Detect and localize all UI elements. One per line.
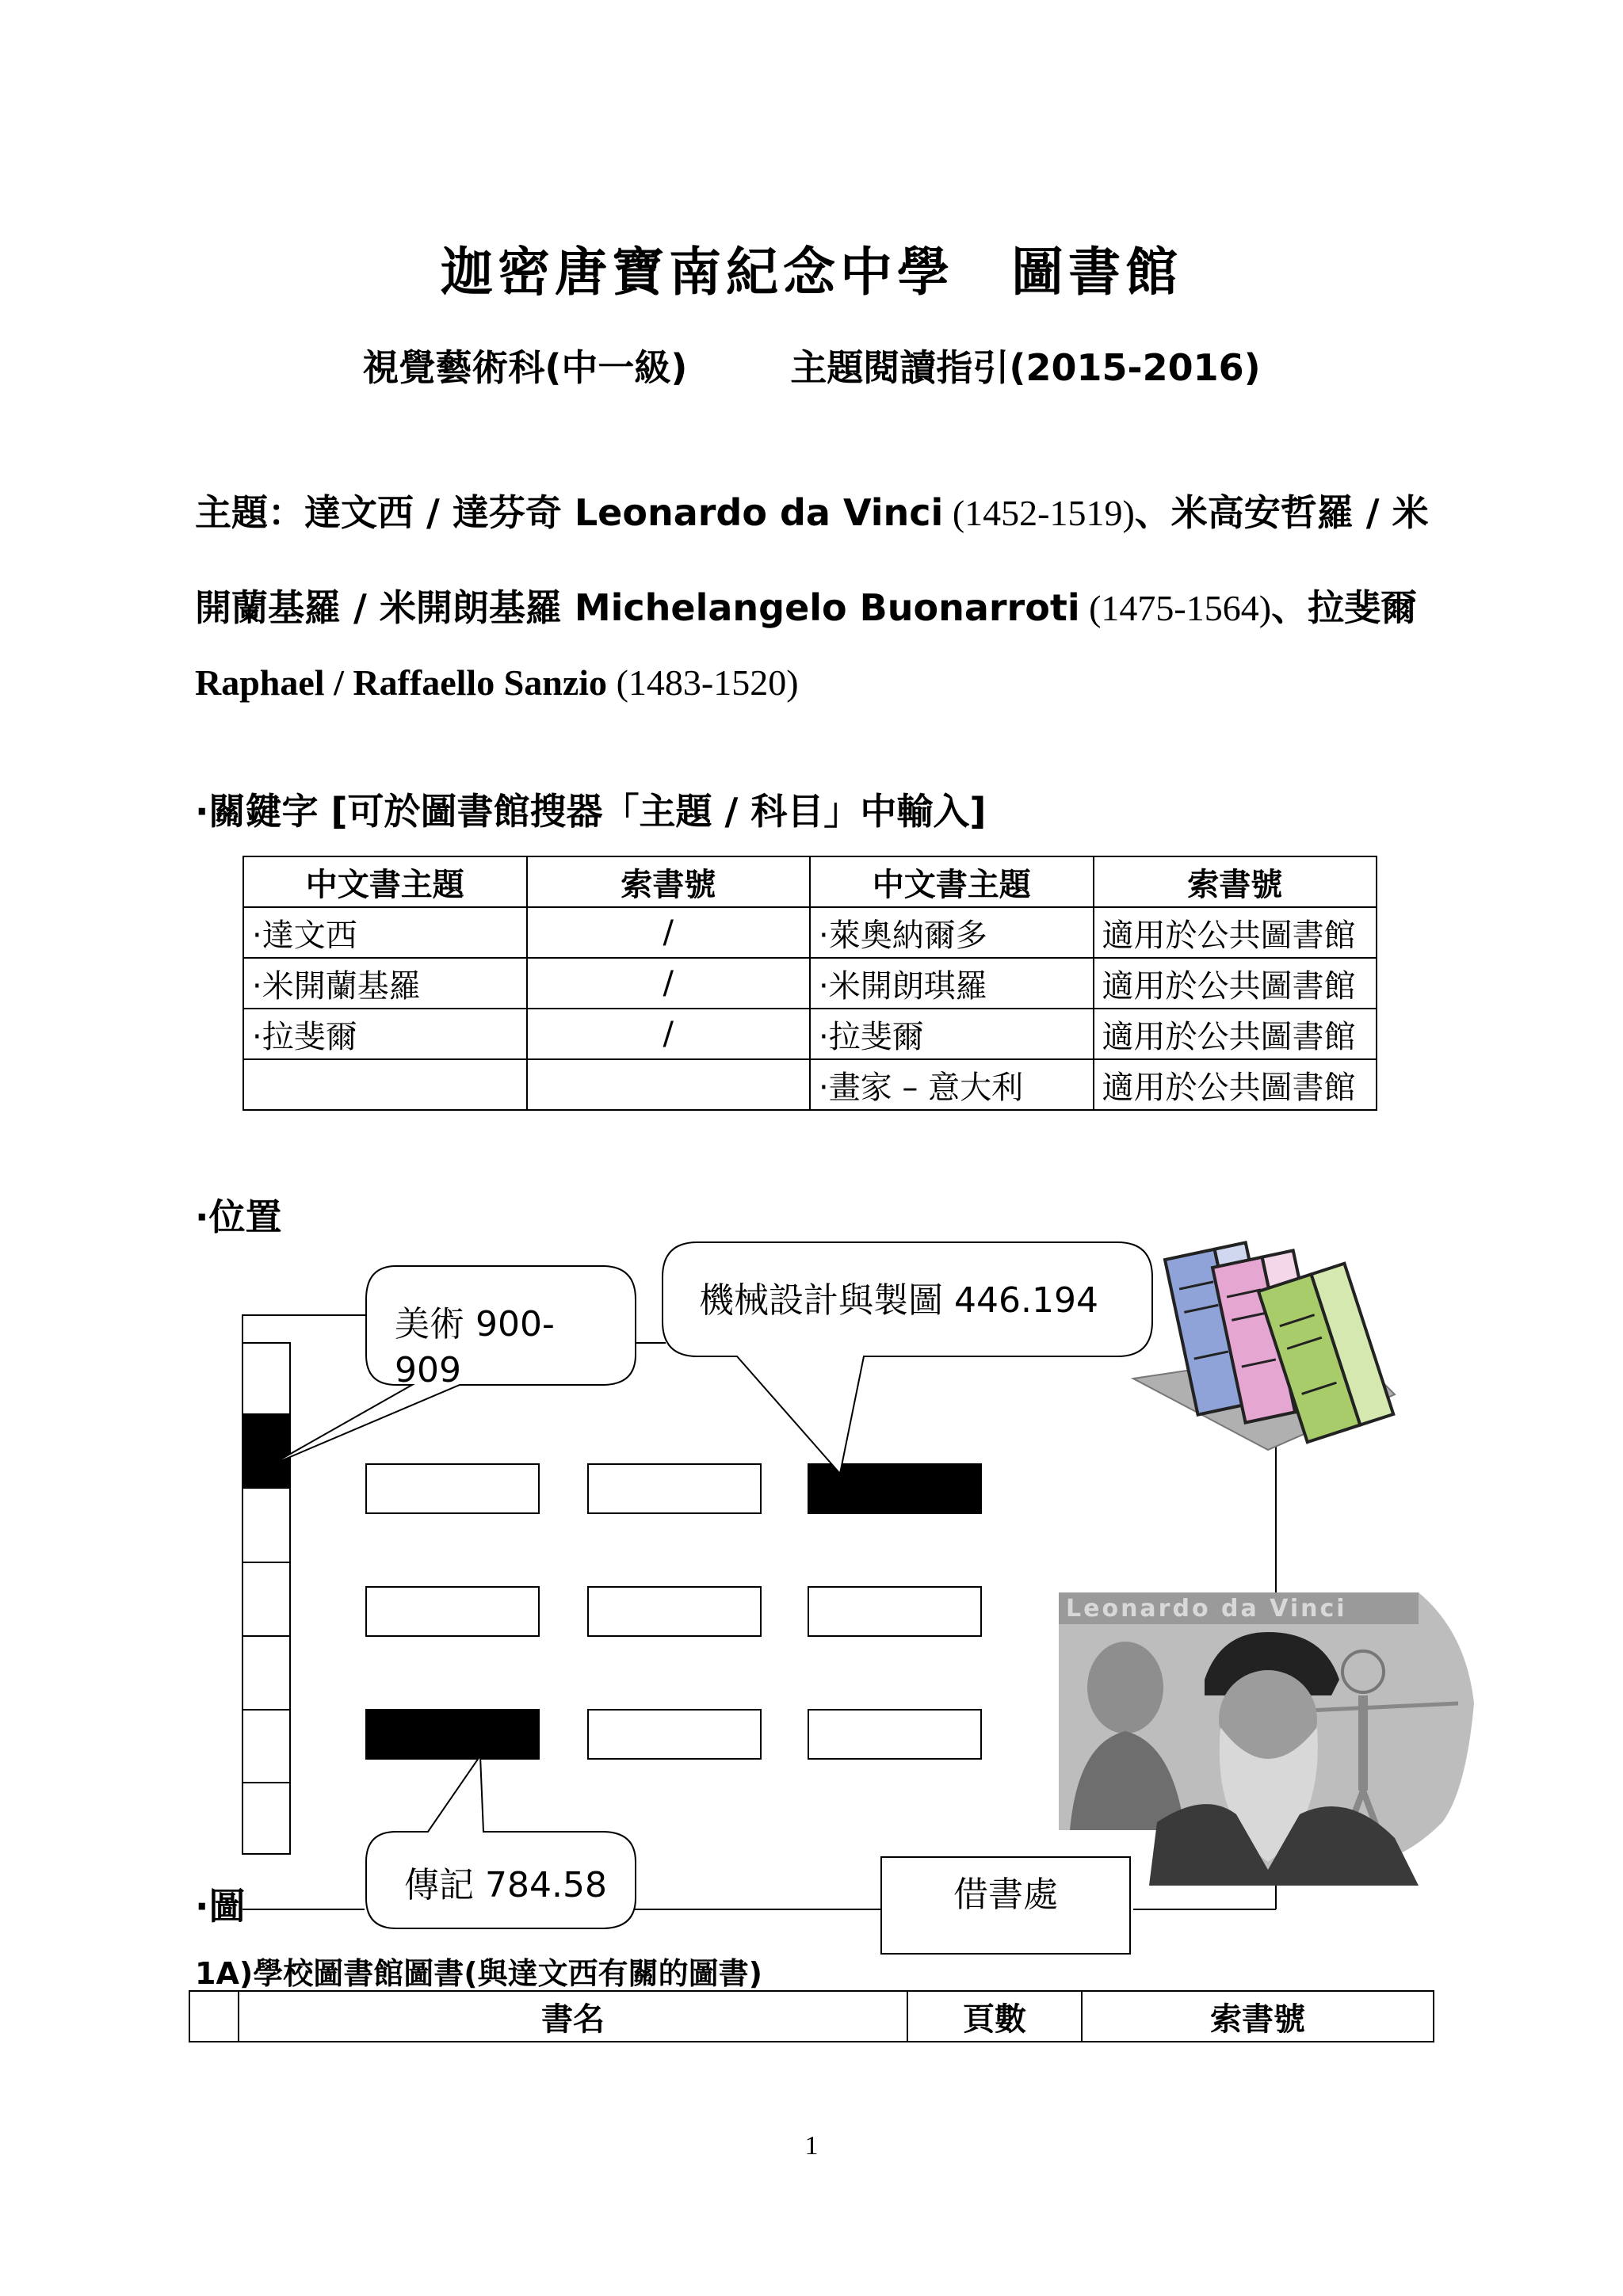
mechanical-callout-label: 機械設計與製圖 446.194 bbox=[699, 1280, 1098, 1321]
table-cell: / bbox=[527, 1009, 811, 1059]
table-cell: 適用於公共圖書館 bbox=[1094, 1059, 1377, 1110]
table-cell: ·畫家 – 意大利 bbox=[810, 1059, 1094, 1110]
topic-michelangelo: 開蘭基羅 / 米開朗基羅 Michelangelo Buonarroti bbox=[195, 586, 1080, 629]
table-cell: / bbox=[527, 958, 811, 1009]
table-cell: ·米開朗琪羅 bbox=[810, 958, 1094, 1009]
subtitle-subject: 視覺藝術科(中一級) bbox=[362, 346, 688, 389]
mechanical-callout-bubble bbox=[663, 1242, 1152, 1474]
location-heading: ·位置 bbox=[195, 1196, 282, 1238]
biography-shelf-highlight bbox=[366, 1710, 539, 1759]
art-shelf-highlight bbox=[242, 1414, 290, 1488]
bookshelf bbox=[588, 1587, 761, 1636]
col-chinese-subject: 中文書主題 bbox=[243, 856, 527, 907]
bookshelf bbox=[366, 1587, 539, 1636]
art-callout-label-1: 美術 900- bbox=[395, 1304, 555, 1344]
books-heading: ·圖 bbox=[195, 1885, 246, 1928]
books-subheading: 1A)學校圖書館圖書(與達文西有關的圖書) bbox=[195, 1956, 762, 1991]
books-stack-icon bbox=[1133, 1242, 1395, 1450]
col-chinese-subject-2: 中文書主題 bbox=[810, 856, 1094, 907]
col-call-number-2: 索書號 bbox=[1094, 856, 1377, 907]
table-cell: ·拉斐爾 bbox=[810, 1009, 1094, 1059]
table-cell: 適用於公共圖書館 bbox=[1094, 958, 1377, 1009]
table-cell: ·拉斐爾 bbox=[243, 1009, 527, 1059]
bookshelf bbox=[366, 1464, 539, 1513]
bookshelf bbox=[808, 1710, 981, 1759]
books-table bbox=[189, 1990, 1434, 2042]
collage-caption: Leonardo da Vinci bbox=[1066, 1595, 1347, 1623]
table-cell: ·達文西 bbox=[243, 907, 527, 958]
page-number: 1 bbox=[804, 2131, 819, 2161]
leonardo-collage-image bbox=[1059, 1592, 1474, 1886]
biography-callout-label: 傳記 784.58 bbox=[404, 1865, 607, 1905]
mechanical-drawing-shelf-highlight bbox=[808, 1464, 981, 1513]
col-call-number: 索書號 bbox=[1082, 1991, 1434, 2042]
subtitle-guide: 主題閱讀指引(2015-2016) bbox=[790, 346, 1261, 389]
page-title: 迦密唐寶南紀念中學 圖書館 bbox=[441, 242, 1182, 303]
col-call-number: 索書號 bbox=[527, 856, 811, 907]
topic-leonardo-years: (1452-1519) bbox=[943, 493, 1135, 533]
table-cell: / bbox=[527, 907, 811, 958]
topic-raphael-cn: 、拉斐爾 bbox=[1271, 586, 1418, 629]
books-header-row bbox=[189, 1991, 1434, 2042]
col-index bbox=[189, 1991, 239, 2042]
table-cell: ·萊奧納爾多 bbox=[810, 907, 1094, 958]
topic-raphael-years: (1483-1520) bbox=[607, 662, 799, 703]
col-pages: 頁數 bbox=[907, 1991, 1082, 2042]
topic-leonardo: 主題：達文西 / 達芬奇 Leonardo da Vinci bbox=[195, 491, 944, 534]
keywords-heading: ·關鍵字 [可於圖書館搜器「主題 / 科目」中輸入] bbox=[195, 790, 987, 833]
bookshelf bbox=[588, 1464, 761, 1513]
wall-shelf-column bbox=[242, 1315, 290, 1854]
col-title: 書名 bbox=[239, 1991, 907, 2042]
topic-michelangelo-years: (1475-1564) bbox=[1079, 588, 1272, 628]
bookshelf bbox=[808, 1587, 981, 1636]
borrowing-counter-label: 借書處 bbox=[953, 1875, 1058, 1915]
table-cell: 適用於公共圖書館 bbox=[1094, 1009, 1377, 1059]
art-callout-label-2: 909 bbox=[395, 1350, 461, 1390]
topic-michelangelo-cn: 、米高安哲羅 / 米 bbox=[1134, 491, 1429, 534]
bookshelf bbox=[588, 1710, 761, 1759]
topic-raphael: Raphael / Raffaello Sanzio bbox=[195, 662, 608, 703]
table-cell: 適用於公共圖書館 bbox=[1094, 907, 1377, 958]
table-cell: ·米開蘭基羅 bbox=[243, 958, 527, 1009]
